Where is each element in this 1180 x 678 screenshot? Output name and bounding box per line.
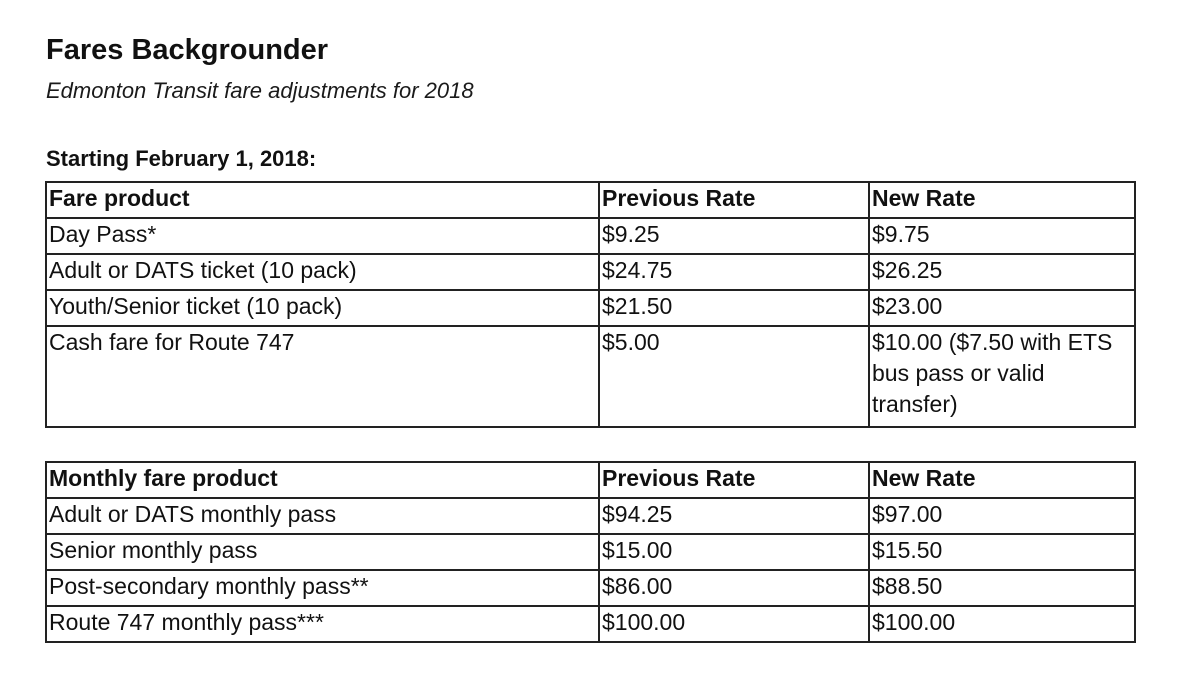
fare-product-cell: Adult or DATS ticket (10 pack) [46, 254, 599, 290]
column-header-fare-product: Fare product [46, 182, 599, 218]
table-row [46, 326, 1135, 427]
new-rate-cell: $9.75 [869, 218, 1135, 254]
previous-rate-cell: $86.00 [599, 570, 869, 606]
fare-product-cell: Day Pass* [46, 218, 599, 254]
previous-rate-cell: $24.75 [599, 254, 869, 290]
previous-rate-cell: $15.00 [599, 534, 869, 570]
document-title: Fares Backgrounder [46, 34, 329, 66]
column-header-new-rate: New Rate [869, 182, 1135, 218]
previous-rate-cell: $94.25 [599, 498, 869, 534]
table-row [46, 498, 1135, 534]
column-header-previous-rate: Previous Rate [599, 182, 869, 218]
fare-product-cell: Youth/Senior ticket (10 pack) [46, 290, 599, 326]
fare-product-cell: Senior monthly pass [46, 534, 599, 570]
previous-rate-cell: $21.50 [599, 290, 869, 326]
table-row [46, 218, 1135, 254]
new-rate-cell: $26.25 [869, 254, 1135, 290]
table-row [46, 290, 1135, 326]
new-rate-cell: $15.50 [869, 534, 1135, 570]
fare-product-cell: Route 747 monthly pass*** [46, 606, 599, 642]
document-subtitle: Edmonton Transit fare adjustments for 2018 [46, 78, 474, 103]
fare-product-cell: Cash fare for Route 747 [46, 326, 599, 427]
table-header-row [46, 182, 1135, 218]
column-header-previous-rate: Previous Rate [599, 462, 869, 498]
previous-rate-cell: $9.25 [599, 218, 869, 254]
table-header-row [46, 462, 1135, 498]
monthly-fare-table [45, 461, 1136, 643]
fare-product-cell: Adult or DATS monthly pass [46, 498, 599, 534]
new-rate-cell: $10.00 ($7.50 with ETS bus pass or valid transfer) [869, 326, 1135, 427]
previous-rate-cell: $100.00 [599, 606, 869, 642]
new-rate-cell: $88.50 [869, 570, 1135, 606]
fare-product-cell: Post-secondary monthly pass** [46, 570, 599, 606]
table-row [46, 534, 1135, 570]
table-row [46, 570, 1135, 606]
column-header-monthly-fare-product: Monthly fare product [46, 462, 599, 498]
table-row [46, 254, 1135, 290]
table-row [46, 606, 1135, 642]
new-rate-cell: $97.00 [869, 498, 1135, 534]
section-heading: Starting February 1, 2018: [46, 146, 317, 171]
column-header-new-rate: New Rate [869, 462, 1135, 498]
new-rate-cell: $100.00 [869, 606, 1135, 642]
fare-table [45, 181, 1136, 428]
previous-rate-cell: $5.00 [599, 326, 869, 427]
new-rate-cell: $23.00 [869, 290, 1135, 326]
